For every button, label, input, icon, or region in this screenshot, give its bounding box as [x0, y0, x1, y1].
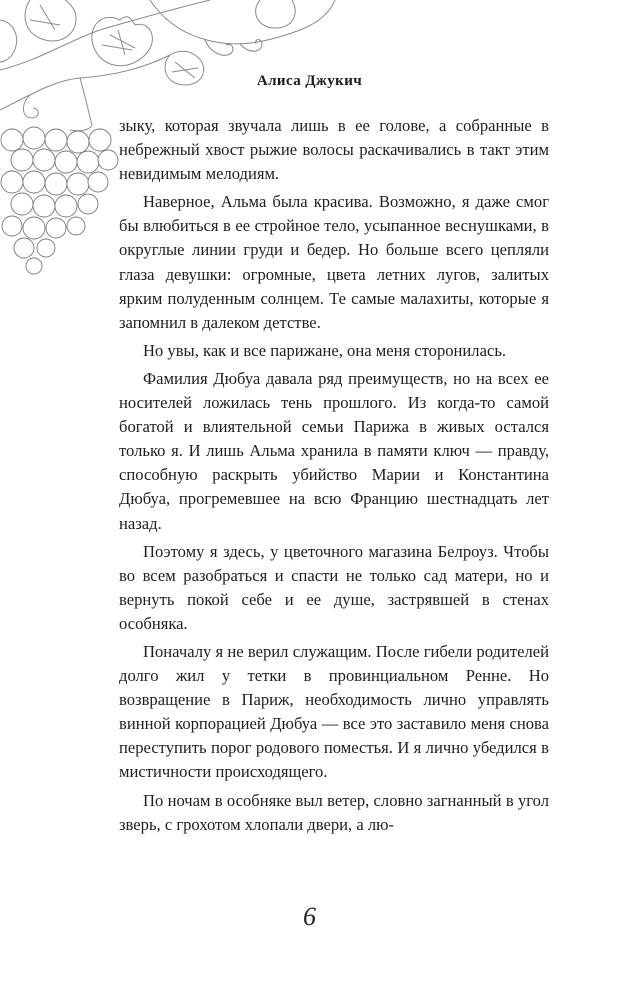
paragraph: Наверное, Альма была красива. Возможно, я даже смог бы влюбиться в ее стройное тело, усыпанное веснушками, в округлые линии груди и бедер. Но больше всего цепляли глаза девушки: огромные, цвета летних лугов, залитых ярким полуденным солнцем. Те самые малахиты, которые я запомнил в далеком детстве. [119, 192, 549, 332]
paragraph: Поэтому я здесь, у цветочного магазина Белроуз. Чтобы во всем разобраться и спасти не только сад матери, но и вернуть покой себе и ее душе, застрявшей в стенах особняка. [119, 541, 549, 633]
paragraph: Но увы, как и все парижане, она меня сторонилась. [143, 340, 507, 360]
paragraph: По ночам в особняке выл ветер, словно загнанный в угол зверь, с грохотом хлопали двери, а лю- [119, 790, 549, 834]
paragraph: Фамилия Дюбуа давала ряд преимуществ, но на всех ее носителей ложилась тень прошлого. Из когда-то самой богатой и влиятельной семьи Парижа в живых остался только я. И лишь Альма хранила в памяти ключ — правду, способную раскрыть убийство Марии и Константина Дюбуа, прогремевшее на всю Францию шестнадцать лет назад. [119, 368, 549, 533]
running-header-author: Алиса Джукич [256, 73, 363, 89]
body-text [119, 114, 549, 841]
page-number: 6 [303, 902, 316, 931]
paragraph: зыку, которая звучала лишь в ее голове, а собранные в небрежный хвост рыжие волосы раскачивались в такт этим невидимым мелодиям. [119, 116, 549, 184]
paragraph: Поначалу я не верил служащим. После гибели родителей долго жил у тетки в провинциальном Ренне. Но возвращение в Париж, необходимость лично управлять винной корпорацией Дюбуа — все это заставило меня снова переступить порог родового поместья. И я лично убедился в мистичности происходящего. [119, 641, 549, 782]
